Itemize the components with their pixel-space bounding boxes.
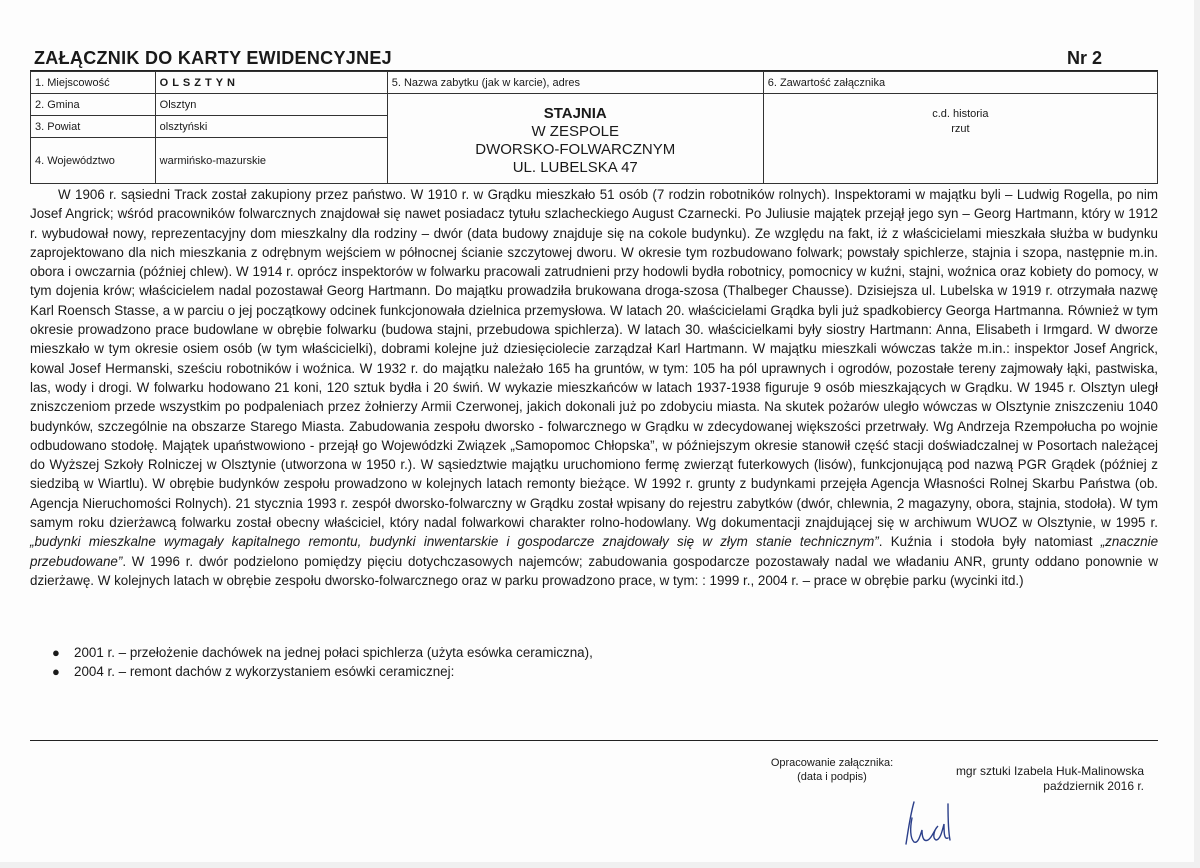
author-block xyxy=(930,764,1144,794)
list-item-text: 2001 r. – przełożenie dachówek na jednej połaci spichlerza (użyta esówka ceramiczna), xyxy=(74,645,593,660)
history-part-1: W 1906 r. sąsiedni Track został zakupiony przez państwo. W 1910 r. w Grądku mieszkało 51 osób (7 rodzin robotników rolnych). Inspektorami w majątku byli – Ludwig Rogella, po nim Josef Angrick; wśród pracowników folwarcznych znajdował się nawet posiadacz tytułu szlacheckiego August Czarnecki. Po Juliusie majątek przejął jego syn – Georg Hartmann, który w 1912 r. wybudował nowy, reprezentacyjny dom mieszkalny dla rodziny – dwór (data budowy znajduje się na cokole budynku). Ze względu na fakt, iż z właścicielami mieszkała służba w budynku zaprojektowano dla nich mieszkania z odrębnym wejściem w północnej ścianie szczytowej dworu. W okresie tym rozbudowano folwark; powstały spichlerze, stajnia i szopa, następnie m.in. obora i owczarnia (później chlew). W 1914 r. oprócz inspektorów w folwarku pracowali zatrudnieni przy hodowli bydła robotnicy, pomocnicy w kuźni, stajni, woźnica oraz kobiety do pomocy, w tym dojenia krów; właścicielem nadal pozostawał Georg Hartmann. Do majątku prowadziła brukowana droga-szosa (Thalbeger Chausse). Dzisiejsza ul. Lubelska w 1919 r. otrzymała nazwę Karl Roensch Stasse, a w parciu o jej początkowy odcinek funkcjonowała dzielnica przemysłowa. W latach 20. właścicielami Grądka byli już spadkobiercy Georga Hartmanna. Również w tym okresie prowadzono prace budowlane w obrębie folwarku (budowa stajni, przebudowa spichlerza). W latach 30. właścicielkami były siostry Hartmann: Anna, Elisabeth i Irmgard. W dworze mieszkało w tym okresie osiem osób (w tym właścicielki), dobrami kolejne już dziesięciolecie zarządzał Karl Hartmann. W majątku mieszkali wówczas także m.in.: inspektor Josef Angrick, kowal Josef Hermanski, sześciu robotników i woźnica. W 1932 r. do majątku należało 165 ha gruntów, w tym: 105 ha pól uprawnych i ogrodów, pozostałe tereny zajmowały łąki, pastwiska, las, wody i drogi. W folwarku hodowano 21 koni, 120 sztuk bydła i 20 świń. W wykazie mieszkańców w latach 1937-1938 figuruje 9 osób mieszkających w Grądku. W 1945 r. Olsztyn uległ zniszczeniom przede wszystkim po podpaleniach przez żołnierzy Armii Czerwonej, jakich dokonali już po zdobyciu miasta. Na skutek pożarów uległo wówczas w Olsztynie zniszczeniu 1040 budynków, szczególnie na obszarze Starego Miasta. Zabudowania zespołu dworsko - folwarcznego w Grądku w zdecydowanej większości przetrwały. Wg Andrzeja Rzempołucha po wojnie odbudowano stodołę. Majątek upaństwowiono - przejął go Wojewódzki Związek „Samopomoc Chłopska”, w późniejszym okresie stanowił część stacji doświadczalnej w Posortach należącej do Wyższej Szkoły Rolniczej w Olsztynie (utworzona w 1950 r.). W sąsiedztwie majątku uruchomiono fermę zwierząt futerkowych (lisów), funkcjonującą pod nazwą PGR Grądek (później z siedzibą w Wiartlu). W obrębie budynków zespołu prowadzono w kolejnych latach remonty bieżące. W 1992 r. grunty z budynkami przejęła Agencja Własności Rolnej Skarbu Państwa (ob. Agencja Nieruchomości Rolnych). 21 stycznia 1993 r. zespół dworsko-folwarczny w Grądku został wpisany do rejestru zabytków (dwór, chlewnia, 2 magazyny, obora, stajnia, stodoła). W tym samym roku dzierżawcą folwarku został obecny właściciel, który nadal folwarkowi charakter rolno-hodowlany. Wg dokumentacji znajdującej się w archiwum WUOZ w Olsztynie, w 1995 r. xyxy=(30,187,1158,531)
monument-name-header: 5. Nazwa zabytku (jak w karcie), adres xyxy=(387,72,763,94)
attachment-contents-header: 6. Zawartość załącznika xyxy=(763,72,1157,94)
monument-name xyxy=(387,94,763,184)
history-quote-2: „znacznie przebudowane” xyxy=(30,534,1159,569)
attachment-contents xyxy=(763,94,1157,184)
list-item xyxy=(30,662,1158,681)
prepared-by-line: Opracowanie załącznika: xyxy=(770,757,894,769)
bullet-dot-icon: ● xyxy=(52,645,60,660)
document-title: ZAŁĄCZNIK DO KARTY EWIDENCYJNEJ xyxy=(34,48,392,68)
monument-line: STAJNIA xyxy=(543,104,607,122)
voivodeship-label: 4. Województwo xyxy=(31,138,156,184)
list-item-text: 2004 r. – remont dachów z wykorzystaniem esówki ceramicznej: xyxy=(74,664,455,680)
voivodeship-value: warmińsko-mazurskie xyxy=(155,138,387,184)
county-label: 3. Powiat xyxy=(31,116,156,138)
county-value: olsztyński xyxy=(155,116,387,138)
monument-line: W ZESPOLE xyxy=(531,122,619,140)
commune-value: Olsztyn xyxy=(155,94,387,116)
contents-line: rzut xyxy=(951,122,970,135)
locality-label: 1. Miejscowość xyxy=(31,72,156,94)
prepared-by-hint: (data i podpis) xyxy=(797,771,867,783)
attachment-number: Nr 2 xyxy=(1066,48,1102,68)
locality-value: OLSZTYN xyxy=(155,72,387,94)
list-item xyxy=(30,643,1158,662)
contents-line: c.d. historia xyxy=(932,107,989,120)
monument-line: DWORSKO-FOLWARCZNYM xyxy=(475,140,676,158)
history-part-3: . W 1996 r. dwór podzielono pomiędzy pięciu dotychczasowych najemców; zabudowania gospodarcze pozostawały nadal we władaniu ANR, grunty oddano ponownie w dzierżawę. W kolejnych latach w obrębie zespołu dworsko-folwarcznego oraz w parku prowadzono prace, w tym: : 1999 r., 2004 r. – prace w obrębie parku (wycinki itd.) xyxy=(30,553,1158,588)
history-quote-1: „budynki mieszkalne wymagały kapitalnego remontu, budynki inwentarskie i gospodarcze znajdowały się w złym stanie technicznym” xyxy=(30,534,879,550)
author-date: październik 2016 r. xyxy=(1043,779,1144,793)
history-part-2: . Kuźnia i stodoła były natomiast xyxy=(878,534,1101,550)
handwritten-signature xyxy=(898,796,962,848)
footer-divider xyxy=(30,740,1158,741)
history-text xyxy=(30,185,1158,590)
prepared-by-label xyxy=(760,756,904,784)
commune-label: 2. Gmina xyxy=(31,94,156,116)
works-list xyxy=(30,643,1158,682)
monument-line: UL. LUBELSKA 47 xyxy=(512,158,638,176)
metadata-table xyxy=(30,71,1158,184)
author-name: mgr sztuki Izabela Huk-Malinowska xyxy=(955,764,1144,778)
bullet-dot-icon: ● xyxy=(52,664,60,680)
document-header xyxy=(30,46,1130,70)
